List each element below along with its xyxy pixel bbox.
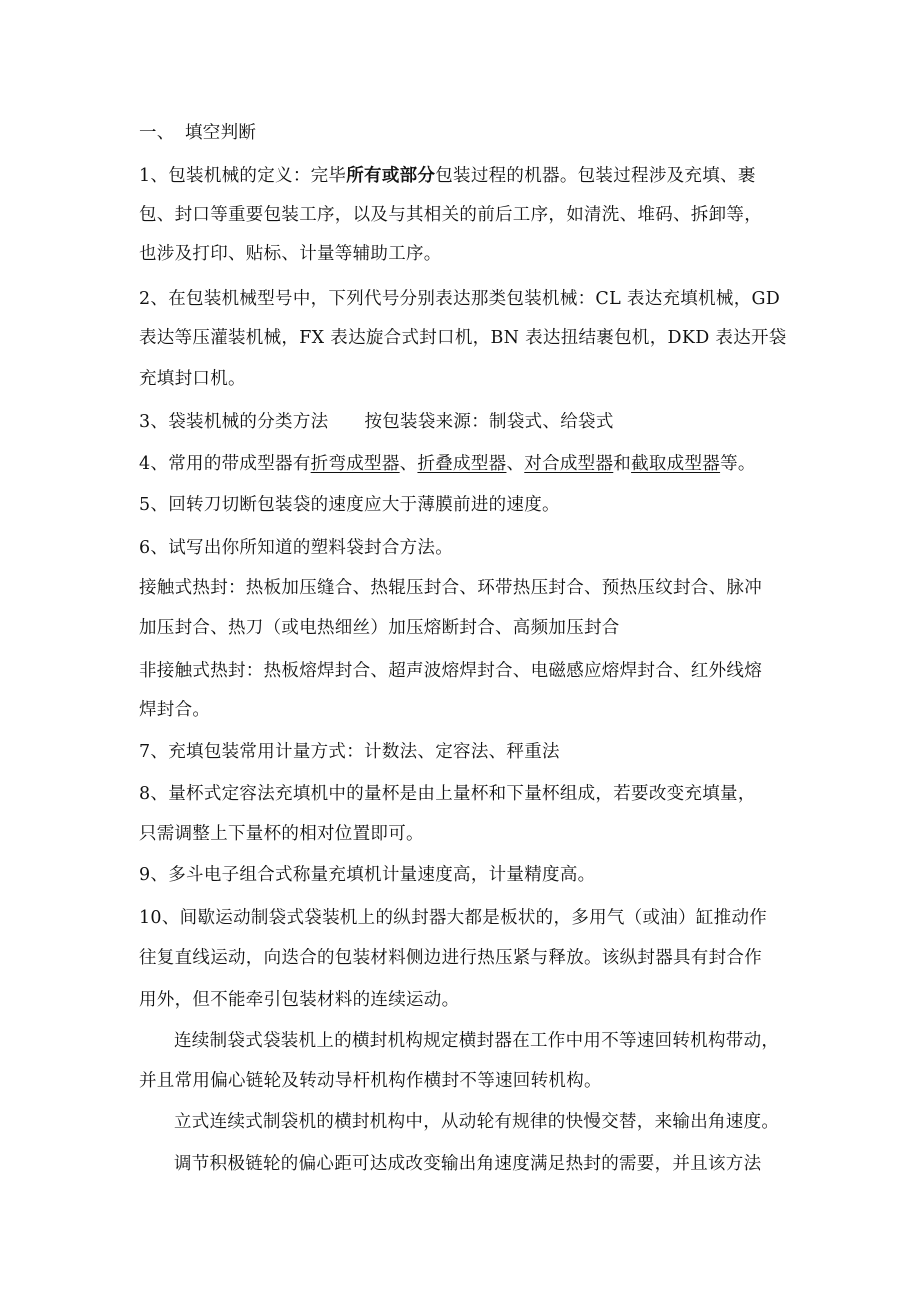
q1-line-1 (139, 164, 799, 188)
q2-line-2: 表达等压灌装机械，FX 表达旋合式封口机，BN 表达扭结裹包机，DKD 表达开袋 (139, 328, 787, 348)
q10-line-1: 10、间歇运动制袋式袋装机上的纵封器大都是板状的，多用气（或油）缸推动作 (139, 908, 768, 928)
q10-para4-line-1: 调节积极链轮的偏心距可达成改变输出角速度满足热封的需要，并且该方法 (174, 1154, 762, 1174)
q4-line-1 (139, 452, 799, 476)
q4-term-2: 折叠成型器 (417, 454, 507, 474)
q6-contact-line-1: 接触式热封：热板加压缝合、热辊压封合、环带热压封合、预热压纹封合、脉冲 (139, 578, 762, 598)
q1-line-2: 包、封口等重要包装工序，以及与其相关的前后工序，如清洗、堆码、拆卸等， (139, 205, 762, 225)
q6-contact-line-2: 加压封合、热刀（或电热细丝）加压熔断封合、高频加压封合 (139, 618, 620, 638)
q4-suffix: 等。 (720, 454, 756, 474)
q5-line-1: 5、回转刀切断包装袋的速度应大于薄膜前进的速度。 (139, 495, 560, 515)
q10-para3-line-1: 立式连续式制袋机的横封机构中，从动轮有规律的快慢交替，来输出角速度。 (174, 1112, 780, 1132)
q10-para2-line-1: 连续制袋式袋装机上的横封机构规定横封器在工作中用不等速回转机构带动， (174, 1031, 780, 1051)
q9-line-1: 9、多斗电子组合式称量充填机计量速度高，计量精度高。 (139, 865, 596, 885)
q2-line-1: 2、在包装机械型号中，下列代号分别表达那类包装机械：CL 表达充填机械，GD (139, 289, 781, 309)
q1-text-a: 1、包装机械的定义：完毕 (139, 166, 347, 186)
q4-term-1: 折弯成型器 (310, 454, 400, 474)
q2-line-3: 充填封口机。 (139, 369, 246, 389)
q3-text-b: 按包装袋来源：制袋式、给袋式 (364, 412, 614, 432)
q10-line-2: 往复直线运动，向迭合的包装材料侧边进行热压紧与释放。该纵封器具有封合作 (139, 948, 762, 968)
q8-line-2: 只需调整上下量杯的相对位置即可。 (139, 824, 424, 844)
q6-line-1: 6、试写出你所知道的塑料袋封合方法。 (139, 538, 454, 558)
q4-prefix: 4、常用的带成型器有 (139, 454, 311, 474)
q10-para2-line-2: 并且常用偏心链轮及转动导杆机构作横封不等速回转机构。 (139, 1071, 602, 1091)
section-heading-text: 填空判断 (185, 123, 257, 143)
q4-sep-1: 、 (399, 454, 418, 474)
q3-text-a: 3、袋装机械的分类方法 (139, 412, 329, 432)
q4-sep-3: 和 (613, 454, 632, 474)
q8-line-1: 8、量杯式定容法充填机中的量杯是由上量杯和下量杯组成，若要改变充填量， (139, 784, 756, 804)
q1-text-b: 包装过程的机器。包装过程涉及充填、裹 (435, 166, 756, 186)
section-heading (139, 121, 799, 145)
q4-term-4: 截取成型器 (631, 454, 721, 474)
q1-bold-term: 所有或部分 (346, 166, 436, 186)
q3-line-1 (139, 410, 799, 434)
q4-term-3: 对合成型器 (524, 454, 614, 474)
q4-sep-2: 、 (506, 454, 525, 474)
q7-line-1: 7、充填包装常用计量方式：计数法、定容法、秤重法 (139, 742, 560, 762)
q6-noncontact-line-1: 非接触式热封：热板熔焊封合、超声波熔焊封合、电磁感应熔焊封合、红外线熔 (139, 661, 762, 681)
q1-line-3: 也涉及打印、贴标、计量等辅助工序。 (139, 244, 442, 264)
q10-line-3: 用外，但不能牵引包装材料的连续运动。 (139, 990, 460, 1010)
q6-noncontact-line-2: 焊封合。 (139, 700, 211, 720)
section-heading-number: 一、 (139, 123, 175, 143)
